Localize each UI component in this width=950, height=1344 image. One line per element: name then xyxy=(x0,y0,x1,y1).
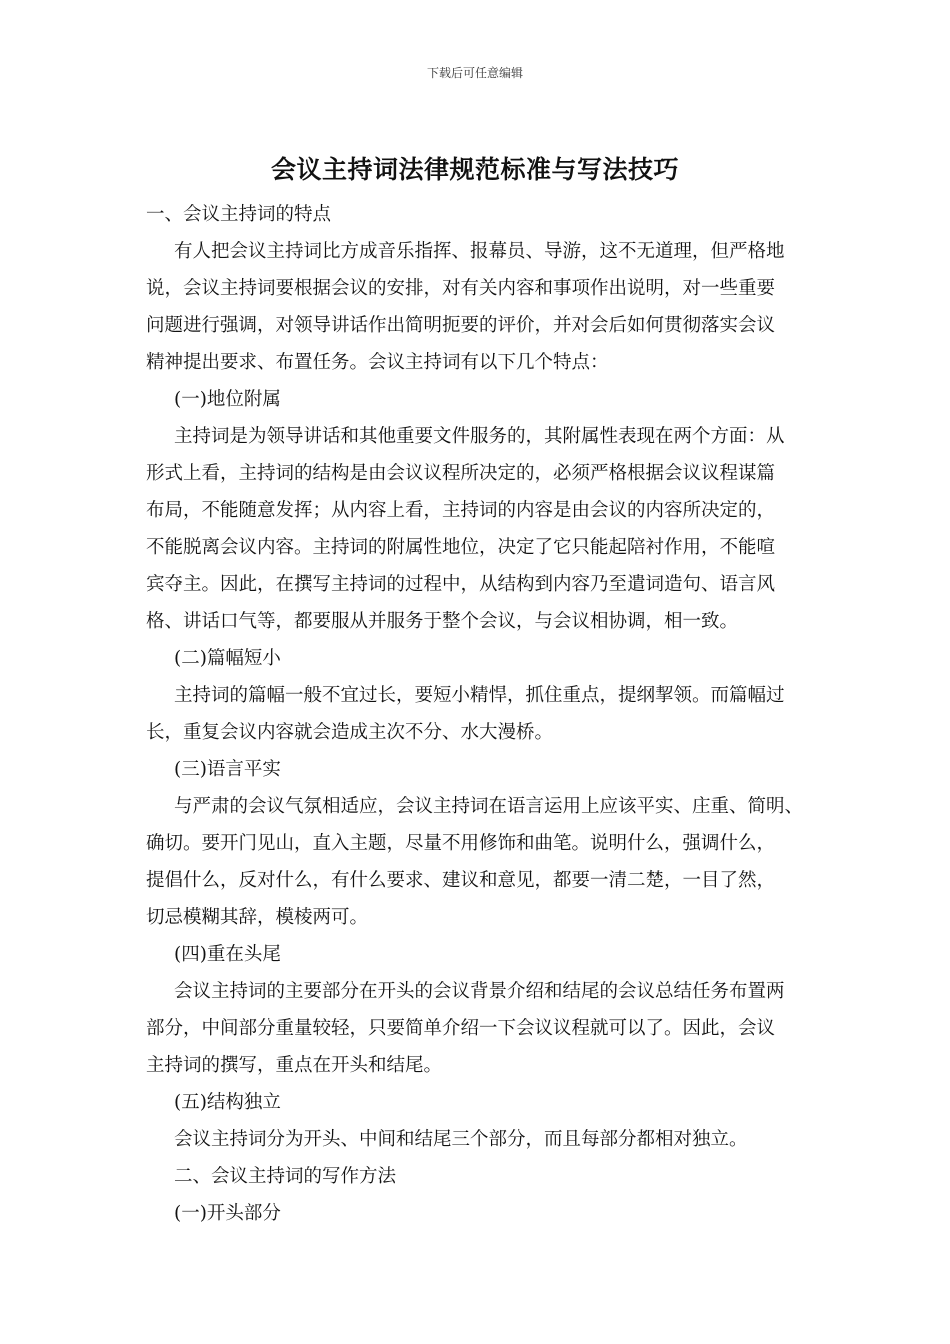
text-line: 切忌模糊其辞，模棱两可。 xyxy=(146,907,369,928)
text-line: 主持词是为领导讲话和其他重要文件服务的，其附属性表现在两个方面：从 xyxy=(174,426,785,447)
text-line: (一)开头部分 xyxy=(174,1203,281,1224)
text-line: 与严肃的会议气氛相适应，会议主持词在语言运用上应该平实、庄重、简明、 xyxy=(174,796,804,817)
text-line: 说，会议主持词要根据会议的安排，对有关内容和事项作出说明，对一些重要 xyxy=(146,278,776,299)
text-line: 问题进行强调，对领导讲话作出简明扼要的评价，并对会后如何贯彻落实会议 xyxy=(146,315,776,336)
text-line: 一、会议主持词的特点 xyxy=(146,204,332,225)
text-line: 长，重复会议内容就会造成主次不分、水大漫桥。 xyxy=(146,722,554,743)
text-line: (一)地位附属 xyxy=(174,389,281,410)
document-body xyxy=(146,196,822,1232)
text-line: (四)重在头尾 xyxy=(174,944,281,965)
text-line: (三)语言平实 xyxy=(174,759,281,780)
text-line: 有人把会议主持词比方成音乐指挥、报幕员、导游，这不无道理，但严格地 xyxy=(174,241,785,262)
text-line: 部分，中间部分重量较轻，只要简单介绍一下会议议程就可以了。因此，会议 xyxy=(146,1018,776,1039)
text-line: 会议主持词分为开头、中间和结尾三个部分，而且每部分都相对独立。 xyxy=(174,1129,748,1150)
text-line: 确切。要开门见山，直入主题，尽量不用修饰和曲笔。说明什么，强调什么， xyxy=(146,833,776,854)
text-line: 布局，不能随意发挥；从内容上看，主持词的内容是由会议的内容所决定的， xyxy=(146,500,776,521)
document-title: 会议主持词法律规范标准与写法技巧 xyxy=(270,155,679,184)
text-line: 精神提出要求、布置任务。会议主持词有以下几个特点： xyxy=(146,352,609,373)
text-line: 主持词的篇幅一般不宜过长，要短小精悍，抓住重点，提纲挈领。而篇幅过 xyxy=(174,685,785,706)
text-line: 提倡什么，反对什么，有什么要求、建议和意见，都要一清二楚，一目了然， xyxy=(146,870,776,891)
text-line: (五)结构独立 xyxy=(174,1092,281,1113)
text-line: 会议主持词的主要部分在开头的会议背景介绍和结尾的会议总结任务布置两 xyxy=(174,981,785,1002)
text-line: 形式上看，主持词的结构是由会议议程所决定的，必须严格根据会议议程谋篇 xyxy=(146,463,776,484)
text-line: 宾夺主。因此，在撰写主持词的过程中，从结构到内容乃至遣词造句、语言风 xyxy=(146,574,776,595)
text-line: 主持词的撰写，重点在开头和结尾。 xyxy=(146,1055,443,1076)
text-line: 二、会议主持词的写作方法 xyxy=(174,1166,397,1187)
text-line: 格、讲话口气等，都要服从并服务于整个会议，与会议相协调，相一致。 xyxy=(146,611,739,632)
text-line: (二)篇幅短小 xyxy=(174,648,281,669)
text-line: 不能脱离会议内容。主持词的附属性地位，决定了它只能起陪衬作用，不能喧 xyxy=(146,537,776,558)
page-header-note: 下载后可任意编辑 xyxy=(426,66,523,80)
